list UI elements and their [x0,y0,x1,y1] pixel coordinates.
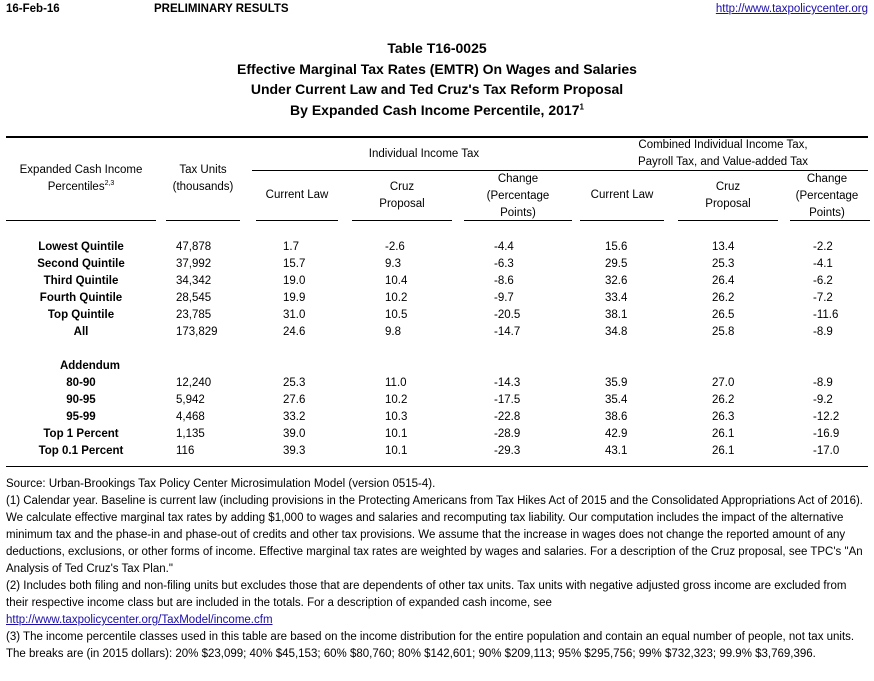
addendum-heading-row [0,358,874,375]
cell-iit-current: 39.3 [283,445,306,457]
source-note: Source: Urban-Brookings Tax Policy Center Microsimulation Model (version 0515-4). [6,478,436,490]
header-percentile-text: Percentiles [47,181,105,193]
cell-iit-change: -8.6 [494,275,514,287]
header-comb-change-line2: (Percentage [795,190,859,202]
cell-comb-cruz: 26.2 [712,292,735,304]
cell-iit-current: 27.6 [283,394,306,406]
footnote-3: (3) The income percentile classes used in this table are based on the income distribution for the entire population and contain an equal number of people, not tax units. The breaks are (in 2015 dollars): 20% $23,099; 40% $45,153; 60% $80,760; 80% $142,601; 90% $209,113; 95% $295,756; 99% $732,323; 99.9% $3,769,396. [6,631,855,660]
header-iit-cruz-line1: Cruz [389,181,415,193]
header-comb-cruz-line1: Cruz [715,181,741,193]
cell-iit-current: 1.7 [283,241,299,253]
cell-iit-change: -20.5 [494,309,521,321]
cell-comb-cruz: 26.5 [712,309,735,321]
cell-percentile: All [73,326,89,338]
header-percentile [6,162,156,196]
status-label: PRELIMINARY RESULTS [154,3,289,15]
cell-iit-cruz: 9.8 [385,326,401,338]
cell-iit-current: 25.3 [283,377,306,389]
cell-tax-units: 5,942 [176,394,205,406]
cell-percentile: Fourth Quintile [39,292,123,304]
cell-comb-cruz: 13.4 [712,241,735,253]
header-group-combined-line2: Payroll Tax, and Value-added Tax [637,156,809,168]
header-comb-change-line3: Points) [809,207,845,219]
header-iit-change [464,171,572,222]
cell-tax-units: 37,992 [176,258,212,270]
cell-comb-change: -9.2 [813,394,833,406]
cell-comb-current: 43.1 [605,445,628,457]
cell-comb-change: -8.9 [813,326,833,338]
cell-percentile: Top 1 Percent [43,428,119,440]
cell-iit-cruz: 10.3 [385,411,408,423]
col-rule-comb-cruz [678,220,778,221]
cell-iit-current: 15.7 [283,258,306,270]
footnotes [6,476,868,663]
cell-iit-cruz: 10.2 [385,292,408,304]
cell-iit-cruz: 10.5 [385,309,408,321]
cell-comb-cruz: 26.3 [712,411,735,423]
cell-iit-cruz: 10.4 [385,275,408,287]
table-row [0,256,874,273]
cell-iit-current: 19.0 [283,275,306,287]
footnote-1: (1) Calendar year. Baseline is current law (including provisions in the Protecting Americans from Tax Hikes Act of 2015 and the Consolidated Appropriations Act of 2016). We calculate effective marginal tax rates by adding $1,000 to wages and salaries and recomputing tax liability. Our computation includes the impact of the alternative minimum tax and the phase-in and phase-out of credits and other tax provisions. We assume that the increase in wages does not change the reported amount of any deductions, exclusions, or other forms of income. Effective marginal tax rates are weighted by wages and salaries. For a description of the Cruz proposal, see TPC's "An Analysis of Ted Cruz's Tax Plan." [6,495,863,575]
cell-comb-change: -8.9 [813,377,833,389]
header-iit-cruz [352,179,452,213]
cell-iit-cruz: 10.1 [385,445,408,457]
cell-percentile: 90-95 [66,394,96,406]
header-group-combined [578,137,868,171]
cell-iit-current: 31.0 [283,309,306,321]
table-row [0,273,874,290]
header-iit-change-line2: (Percentage [486,190,550,202]
header-percentile-line1: Expanded Cash Income [19,164,143,176]
cell-iit-current: 19.9 [283,292,306,304]
col-rule-comb-cur [580,220,664,221]
cell-comb-change: -7.2 [813,292,833,304]
table-row [0,307,874,324]
cell-comb-cruz: 26.2 [712,394,735,406]
cell-tax-units: 1,135 [176,428,205,440]
header-iit-change-line3: Points) [500,207,536,219]
cell-comb-cruz: 25.8 [712,326,735,338]
header-tax-units [160,162,246,196]
cell-iit-change: -22.8 [494,411,521,423]
header-percentile-line2 [6,179,156,196]
header-iit-current-law: Current Law [265,189,329,201]
cell-comb-change: -2.2 [813,241,833,253]
cell-comb-current: 35.4 [605,394,628,406]
cell-iit-cruz: -2.6 [385,241,405,253]
cell-comb-current: 15.6 [605,241,628,253]
site-link[interactable]: http://www.taxpolicycenter.org [715,3,868,15]
header-comb-cruz [678,179,778,213]
table-title-line3-text: By Expanded Cash Income Percentile, 2017 [290,101,580,118]
cell-percentile: Lowest Quintile [38,241,124,253]
cell-percentile: Second Quintile [37,258,125,270]
report-date: 16-Feb-16 [6,3,60,15]
col-rule-iit-cur [256,220,338,221]
cell-comb-change: -4.1 [813,258,833,270]
table-title-line2: Under Current Law and Ted Cruz's Tax Reform Proposal [250,81,624,97]
title-footnote-ref: 1 [579,101,584,111]
header-iit-change-line1: Change [497,173,539,185]
table-row [0,324,874,341]
cell-comb-current: 38.1 [605,309,628,321]
cell-comb-change: -11.6 [813,309,839,321]
footnote-2-link-line [6,612,868,629]
top-bar [6,3,868,19]
cell-iit-cruz: 10.2 [385,394,408,406]
table-title-line1: Effective Marginal Tax Rates (EMTR) On Wages and Salaries [237,60,637,77]
cell-comb-current: 33.4 [605,292,628,304]
cell-iit-current: 33.2 [283,411,306,423]
cell-iit-change: -28.9 [494,428,521,440]
income-definition-link[interactable]: http://www.taxpolicycenter.org/TaxModel/income.cfm [6,614,273,626]
col-rule-iit-cruz [352,220,452,221]
cell-tax-units: 173,829 [176,326,218,338]
cell-comb-change: -12.2 [813,411,840,423]
table-row [0,409,874,426]
col-rule-units [166,220,240,221]
cell-iit-current: 39.0 [283,428,306,440]
cell-percentile: 95-99 [66,411,96,423]
cell-iit-change: -6.3 [494,258,514,270]
table-title-block [0,38,874,120]
percentile-footnote-ref: 2,3 [104,180,115,188]
table-row [0,392,874,409]
header-comb-cruz-line2: Proposal [705,198,751,210]
cell-comb-current: 34.8 [605,326,628,338]
cell-iit-change: -17.5 [494,394,521,406]
cell-comb-current: 32.6 [605,275,628,287]
header-comb-current-law: Current Law [590,189,654,201]
cell-percentile: Top 0.1 Percent [38,445,124,457]
cell-comb-current: 42.9 [605,428,628,440]
cell-percentile: Top Quintile [47,309,115,321]
header-comb-change-line1: Change [806,173,848,185]
table-row [0,239,874,256]
cell-comb-change: -16.9 [813,428,840,440]
cell-comb-change: -17.0 [813,445,840,457]
cell-tax-units: 12,240 [176,377,212,389]
cell-iit-change: -14.3 [494,377,521,389]
cell-tax-units: 34,342 [176,275,212,287]
cell-iit-change: -29.3 [494,445,521,457]
cell-iit-cruz: 10.1 [385,428,408,440]
table-bottom-rule [6,466,868,467]
cell-tax-units: 4,468 [176,411,205,423]
cell-comb-cruz: 26.4 [712,275,735,287]
col-rule-percentile [6,220,156,221]
table-row [0,375,874,392]
header-iit-cruz-line2: Proposal [379,198,425,210]
table-row [0,290,874,307]
cell-tax-units: 47,878 [176,241,212,253]
cell-percentile: Third Quintile [43,275,119,287]
table-title-line3 [0,100,874,121]
cell-comb-cruz: 25.3 [712,258,735,270]
cell-comb-current: 38.6 [605,411,628,423]
cell-comb-change: -6.2 [813,275,833,287]
cell-comb-current: 29.5 [605,258,628,270]
cell-tax-units: 23,785 [176,309,212,321]
table-row [0,443,874,460]
cell-tax-units: 116 [176,445,195,457]
cell-iit-cruz: 11.0 [385,377,407,389]
cell-iit-current: 24.6 [283,326,306,338]
cell-iit-change: -14.7 [494,326,521,338]
cell-comb-cruz: 27.0 [712,377,735,389]
cell-comb-current: 35.9 [605,377,628,389]
header-tax-units-line1: Tax Units [179,164,227,176]
header-tax-units-line2: (thousands) [172,181,234,193]
cell-iit-change: -4.4 [494,241,514,253]
table-id: Table T16-0025 [387,40,487,56]
table-row [0,426,874,443]
cell-comb-cruz: 26.1 [712,428,735,440]
cell-iit-change: -9.7 [494,292,514,304]
cell-iit-cruz: 9.3 [385,258,401,270]
cell-comb-cruz: 26.1 [712,445,735,457]
header-group-individual: Individual Income Tax [368,148,480,160]
addendum-label: Addendum [59,360,121,372]
footnote-2: (2) Includes both filing and non-filing units but excludes those that are dependents of other tax units. Tax units with negative adjusted gross income are excluded from their respective income class but are included in the totals. For a description of expanded cash income, see [6,580,847,609]
header-comb-change [784,171,870,222]
cell-tax-units: 28,545 [176,292,212,304]
cell-percentile: 80-90 [66,377,96,389]
header-group-combined-line1: Combined Individual Income Tax, [638,139,808,151]
